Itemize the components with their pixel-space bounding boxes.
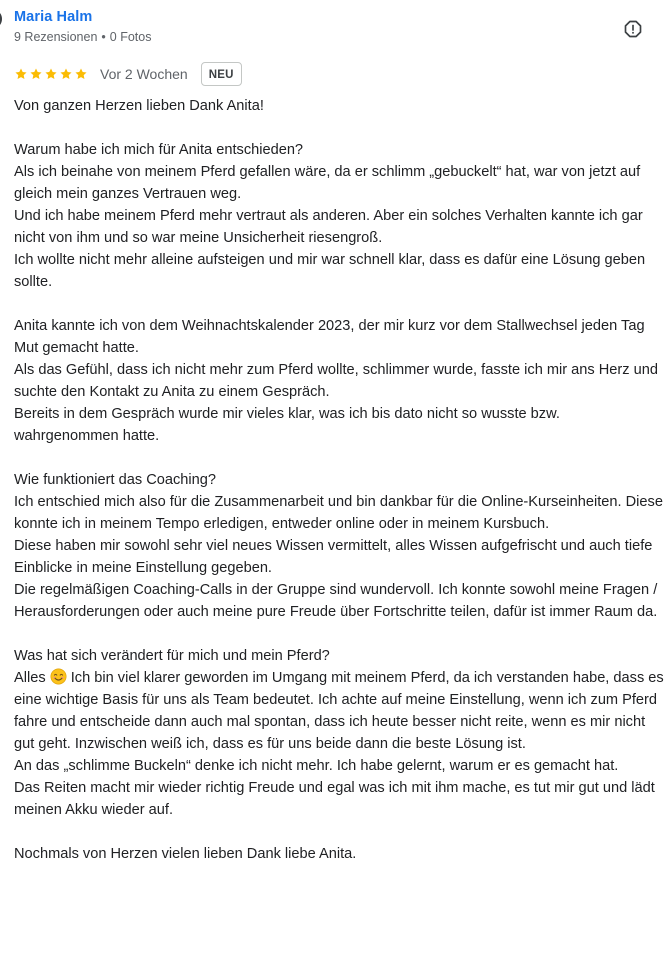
review-paragraph [14, 95, 664, 117]
review-line: Wie funktioniert das Coaching? [14, 472, 216, 488]
review-line: Als ich beinahe von meinem Pferd gefallen wäre, da er schlimm „gebuckelt“ hat, war von jetzt auf gleich mein ganzes Vertrauen weg. [14, 164, 641, 202]
review-line: Und ich habe meinem Pferd mehr vertraut als anderen. Aber ein solches Verhalten kannte ich gar nicht von ihm und so war meine Unsicherheit riesengroß. [14, 208, 643, 246]
review-paragraphs [14, 95, 664, 623]
changes-line: An das „schlimme Buckeln“ denke ich nicht mehr. Ich habe gelernt, warum er es gemacht hat. [14, 758, 619, 774]
review-line: Warum habe ich mich für Anita entschieden? [14, 142, 304, 158]
star-icon [74, 67, 88, 81]
changes-first-rest: Ich bin viel klarer geworden im Umgang mit meinem Pferd, da ich verstanden habe, dass es eine wichtige Basis für uns als Team bedeutet. Ich achte auf meine Einstellung, wenn ich zum Pferd fahre und entscheide dann auch mal spontan, dass ich heute besser nicht reite, wenn es mir nicht gut geht. Inzwischen weiß ich, dass es für uns beide dann die beste Lösung ist. [14, 670, 664, 752]
review-paragraph-changes [14, 645, 664, 821]
changes-first-word: Alles [14, 670, 46, 686]
rating-row [14, 61, 242, 87]
review-line: Von ganzen Herzen lieben Dank Anita! [14, 98, 264, 114]
review-text [14, 95, 664, 865]
review-line: Ich wollte nicht mehr alleine aufsteigen und mir war schnell klar, dass es dafür eine Lösung geben sollte. [14, 252, 646, 290]
review-line: Diese haben mir sowohl sehr viel neues Wissen vermittelt, alles Wissen aufgefrischt und auch tiefe Einblicke in meine Einstellung gegeben. [14, 538, 653, 576]
changes-line: Das Reiten macht mir wieder richtig Freude und egal was ich mit ihm mache, es tut mir gut und lädt meinen Akku wieder auf. [14, 780, 655, 818]
review-paragraph [14, 315, 664, 447]
star-icon [44, 67, 58, 81]
star-icon [59, 67, 73, 81]
review-paragraph [14, 139, 664, 293]
review-header [14, 8, 151, 45]
new-badge: NEU [201, 62, 242, 86]
review-line: Anita kannte ich von dem Weihnachtskalender 2023, der mir kurz vor dem Stallwechsel jeden Tag Mut gemacht hatte. [14, 318, 645, 356]
star-icon [14, 67, 28, 81]
star-icon [29, 67, 43, 81]
changes-heading: Was hat sich verändert für mich und mein Pferd? [14, 648, 330, 664]
photos-count: 0 Fotos [109, 30, 152, 44]
changes-first-line [14, 667, 664, 755]
report-icon[interactable] [623, 19, 643, 39]
author-meta [14, 29, 151, 45]
avatar[interactable] [0, 9, 2, 29]
review-line: Als das Gefühl, dass ich nicht mehr zum Pferd wollte, schlimmer wurde, fasste ich mir ans Herz und suchte den Kontakt zu Anita zu einem Gespräch. [14, 362, 658, 400]
review-line: Ich entschied mich also für die Zusammenarbeit und bin dankbar für die Online-Kurseinheiten. Diese konnte ich in meinem Tempo erledigen, entweder online oder in meinem Kursbuch. [14, 494, 663, 532]
closing-line: Nochmals von Herzen vielen lieben Dank liebe Anita. [14, 846, 357, 862]
review-time: Vor 2 Wochen [100, 66, 188, 82]
meta-separator: • [101, 30, 106, 44]
smiling-face-icon [50, 668, 67, 685]
review-line: Bereits in dem Gespräch wurde mir vieles klar, was ich bis dato nicht so wusste bzw. wahrgenommen hatte. [14, 406, 560, 444]
author-name[interactable]: Maria Halm [14, 9, 93, 25]
review-paragraph [14, 469, 664, 623]
review-line: Die regelmäßigen Coaching-Calls in der Gruppe sind wundervoll. Ich konnte sowohl meine Fragen / Herausforderungen oder auch meine pure Freude über Fortschritte teilen, dafür ist immer Raum da. [14, 582, 658, 620]
star-rating [14, 67, 88, 81]
reviews-count: 9 Rezensionen [14, 30, 98, 44]
